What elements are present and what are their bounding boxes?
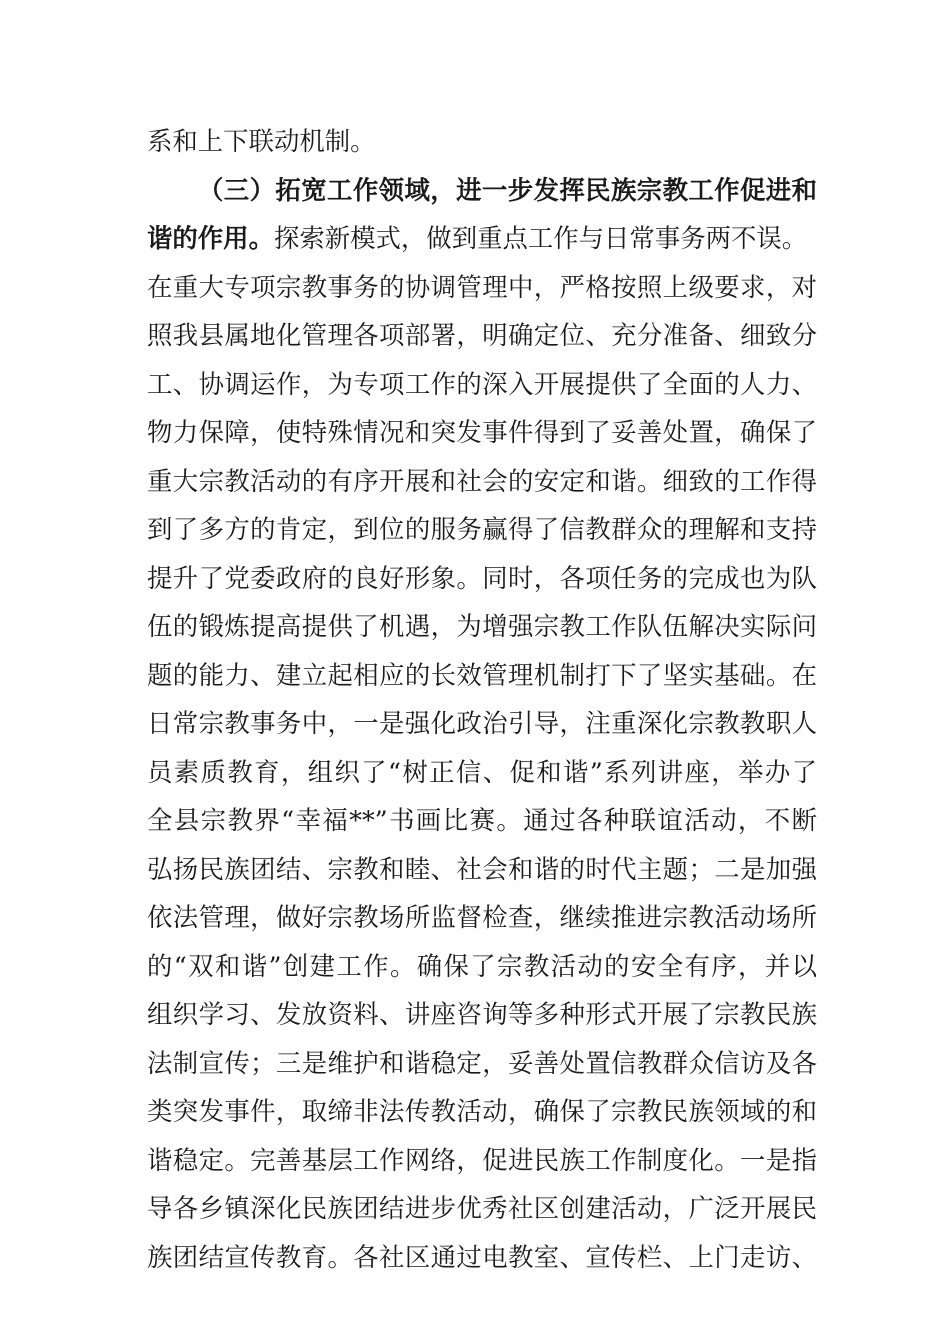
section-heading: （三）拓宽工作领域，进一步发挥民族宗教工作促进和 [198,174,817,205]
text-line: 在重大专项宗教事务的协调管理中，严格按照上级要求，对 [147,271,817,302]
text-span: 探索新模式，做到重点工作与日常事务两不误。 [273,223,808,253]
text-line: 全县宗教界“幸福**”书画比赛。通过各种联谊活动，不断 [147,805,817,835]
text-line: 工、协调运作，为专项工作的深入开展提供了全面的人力、 [147,368,817,399]
text-line: 系和上下联动机制。 [147,126,376,156]
text-line: 物力保障，使特殊情况和突发事件得到了妥善处置，确保了 [147,417,817,447]
text-line: 弘扬民族团结、宗教和睦、社会和谐的时代主题；二是加强 [147,853,817,884]
text-line: 照我县属地化管理各项部署，明确定位、充分准备、细致分 [147,320,817,350]
text-line: 日常宗教事务中，一是强化政治引导，注重深化宗教教职人 [147,708,817,738]
text-line: 导各乡镇深化民族团结进步优秀社区创建活动，广泛开展民 [147,1193,817,1223]
text-line: 法制宣传；三是维护和谐稳定，妥善处置信教群众信访及各 [147,1047,817,1078]
text-line: 重大宗教活动的有序开展和社会的安定和谐。细致的工作得 [147,465,817,496]
text-line [147,214,817,263]
text-line: 提升了党委政府的良好形象。同时，各项任务的完成也为队 [147,562,817,593]
section-heading-end: 谐的作用。 [147,223,274,253]
text-line: 依法管理，做好宗教场所监督检查，继续推进宗教活动场所 [147,902,817,932]
text-line: 族团结宣传教育。各社区通过电教室、宣传栏、上门走访、 [147,1241,817,1272]
text-line: 伍的锻炼提高提供了机遇，为增强宗教工作队伍解决实际问 [147,611,817,641]
text-line: 谐稳定。完善基层工作网络，促进民族工作制度化。一是指 [147,1144,817,1175]
text-line: 题的能力、建立起相应的长效管理机制打下了坚实基础。在 [147,659,817,690]
text-line: 组织学习、发放资料、讲座咨询等多种形式开展了宗教民族 [147,999,817,1029]
text-line: 类突发事件，取缔非法传教活动，确保了宗教民族领域的和 [147,1096,817,1126]
text-line: 员素质教育，组织了“树正信、促和谐”系列讲座，举办了 [147,756,817,787]
body-text [147,117,817,1281]
text-line: 的“双和谐”创建工作。确保了宗教活动的安全有序，并以 [147,950,817,981]
text-line: 到了多方的肯定，到位的服务赢得了信教群众的理解和支持 [147,514,817,544]
